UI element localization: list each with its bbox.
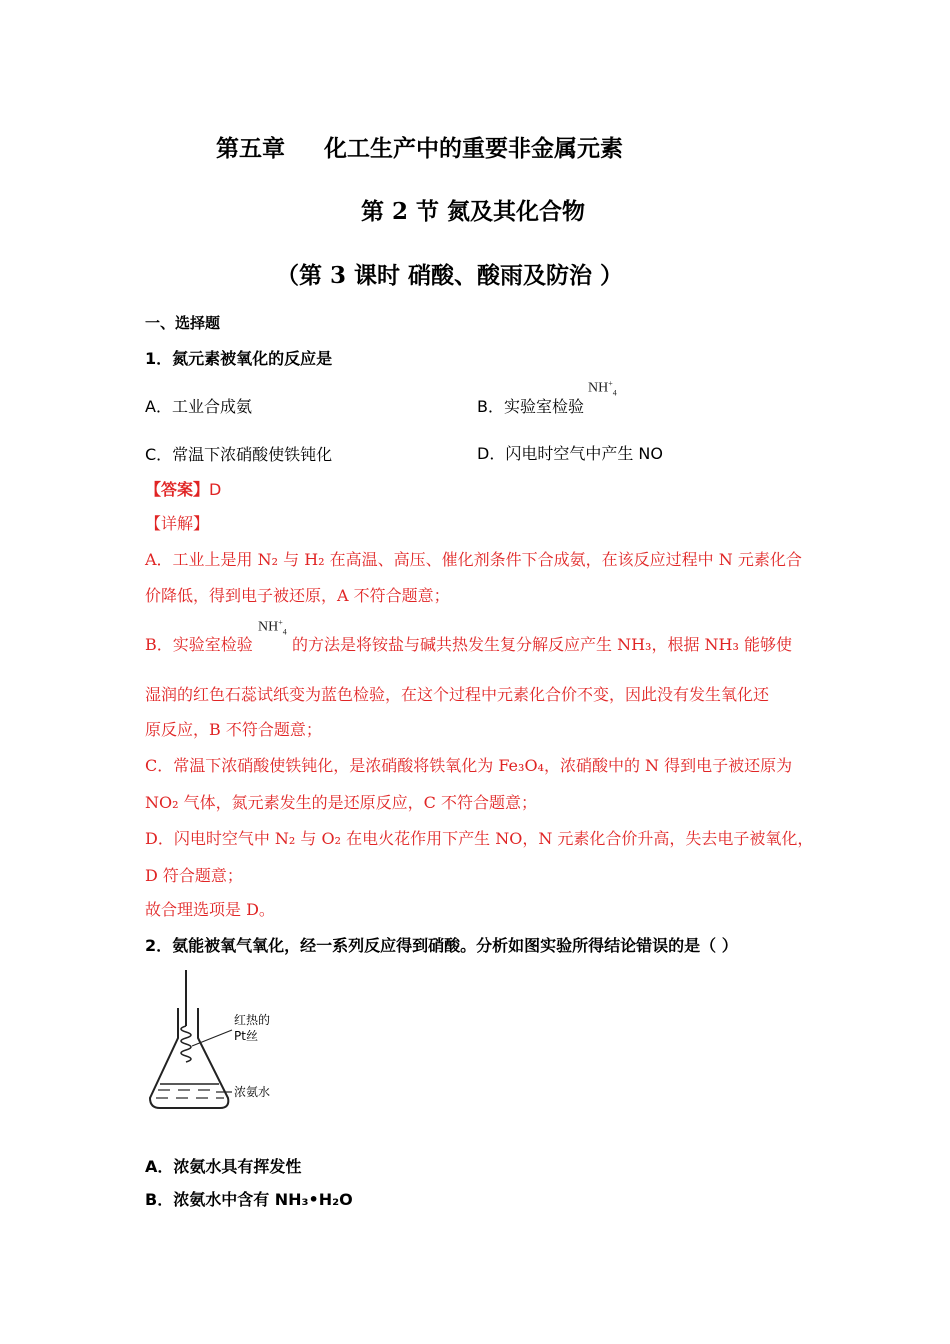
answer-value: D (209, 480, 222, 499)
q1-option-a: A．工业合成氨 (145, 397, 252, 416)
explain-line-3a: B．实验室检验 (145, 635, 253, 654)
q2-option-b: B．浓氨水中含有 NH₃•H₂O (145, 1190, 353, 1209)
flask-diagram (140, 968, 300, 1113)
label-hot: 红热的 (234, 1013, 271, 1027)
nh4-formula: $NH^+_4$ (588, 379, 617, 398)
label-ammonia: 浓氨水 (234, 1085, 271, 1099)
chapter-title: 化工生产中的重要非金属元素 (324, 135, 623, 162)
explain-line-4: 湿润的红色石蕊试纸变为蓝色检验，在这个过程中元素化合价不变，因此没有发生氧化还 (145, 685, 770, 704)
explain-line-8: D．闪电时空气中 N₂ 与 O₂ 在电火花作用下产生 NO，N 元素化合价升高，失去电子被氧化， (145, 829, 814, 848)
q1-option-c: C．常温下浓硝酸使铁钝化 (145, 445, 333, 464)
explain-line-6: C．常温下浓硝酸使铁钝化，是浓硝酸将铁氧化为 Fe₃O₄，浓硝酸中的 N 得到电子被还原为 (145, 756, 793, 775)
label-pt: Pt丝 (234, 1029, 258, 1043)
part-title: 一、选择题 (145, 314, 221, 332)
pt-coil (181, 1026, 191, 1062)
explain-tag: 【详解】 (145, 514, 210, 533)
explain-line-7: NO₂ 气体，氮元素发生的是还原反应，C 不符合题意； (145, 793, 537, 812)
q2-option-a: A．浓氨水具有挥发性 (145, 1157, 302, 1176)
explain-line-1: A．工业上是用 N₂ 与 H₂ 在高温、高压、催化剂条件下合成氨，在该反应过程中 N 元素化合 (145, 550, 802, 569)
q1-option-d: D．闪电时空气中产生 NO (477, 444, 663, 463)
section-title: 第 2 节 氮及其化合物 (361, 198, 586, 225)
flask-figure (140, 968, 300, 1113)
chapter-label: 第五章 (216, 135, 285, 162)
explain-line-9: D 符合题意； (145, 866, 243, 885)
conclusion: 故合理选项是 D。 (145, 900, 275, 919)
explain-line-3b: 的方法是将铵盐与碱共热发生复分解反应产生 NH₃，根据 NH₃ 能够使 (292, 635, 792, 654)
q2-stem: 2．氨能被氧气氧化，经一系列反应得到硝酸。分析如图实验所得结论错误的是（ ） (145, 936, 738, 955)
explain-line-5: 原反应，B 不符合题意； (145, 720, 322, 739)
answer-line (145, 477, 221, 500)
q1-stem: 1．氮元素被氧化的反应是 (145, 349, 333, 368)
lesson-title: （第 3 课时 硝酸、酸雨及防治 ） (276, 262, 624, 289)
nh4-formula-2: $NH^+_4$ (258, 618, 287, 637)
answer-tag: 【答案】 (145, 480, 210, 499)
q1-option-b: B．实验室检验 (477, 397, 584, 416)
explain-line-2: 价降低，得到电子被还原，A 不符合题意； (145, 586, 450, 605)
